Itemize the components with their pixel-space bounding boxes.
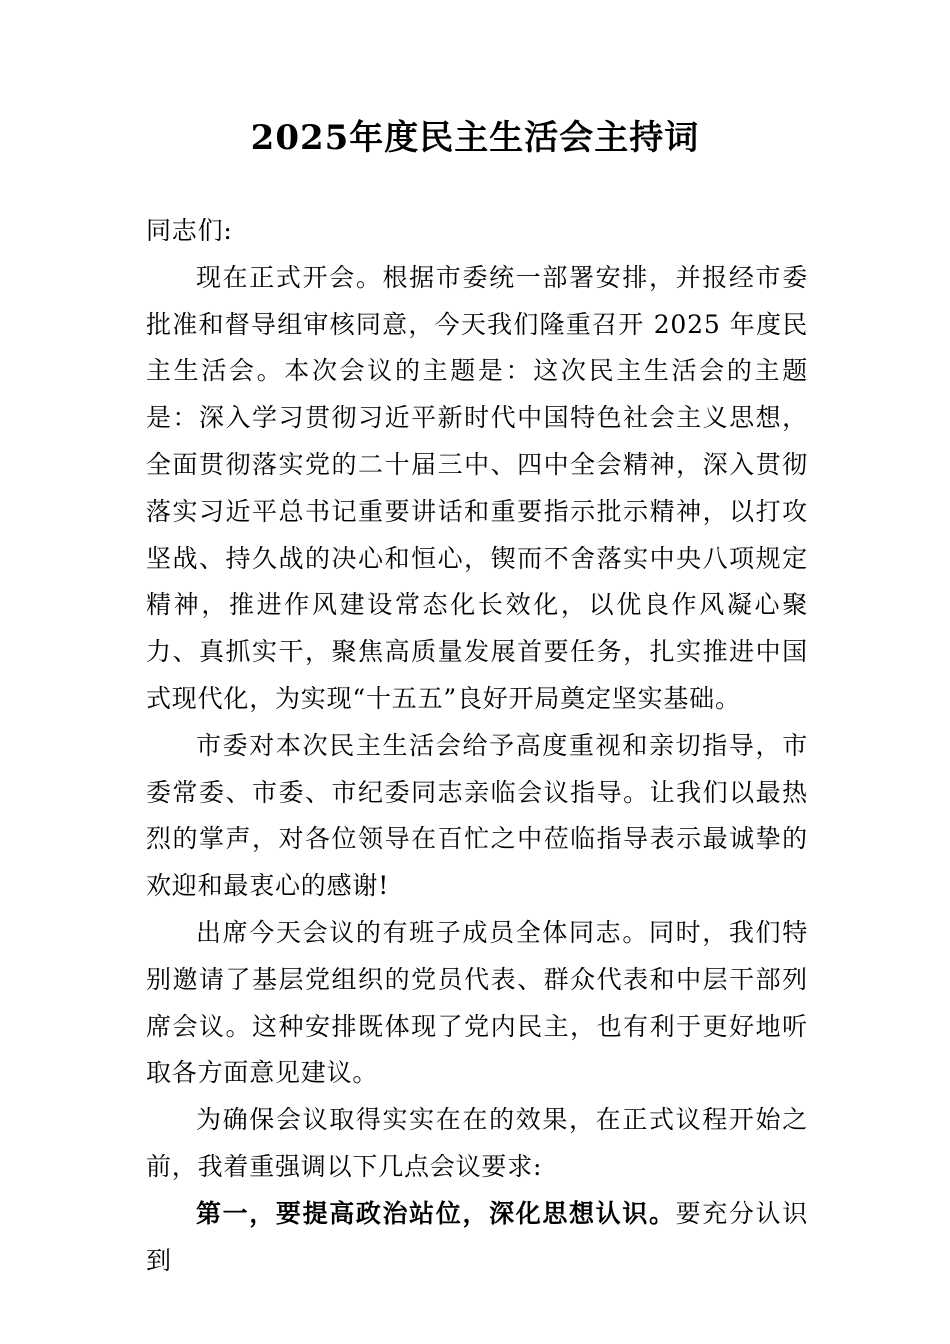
paragraph-requirements-intro: 为确保会议取得实实在在的效果，在正式议程开始之前，我着重强调以下几点会议要求: [146, 1105, 808, 1181]
document-title: 2025年度民主生活会主持词 [250, 118, 700, 158]
point-one-text: 要充分认识到 [146, 1198, 808, 1275]
point-one-lead: 第一，要提高政治站位，深化思想认识。 [196, 1198, 676, 1228]
salutation: 同志们: [146, 216, 233, 245]
paragraph-attendees: 出席今天会议的有班子成员全体同志。同时，我们特别邀请了基层党组织的党员代表、群众代表和中层干部列席会议。这种安排既体现了党内民主，也有利于更好地听取各方面意见建议。 [146, 917, 808, 1088]
paragraph-opening: 现在正式开会。根据市委统一部署安排，并报经市委批准和督导组审核同意，今天我们隆重召开 2025 年度民主生活会。本次会议的主题是：这次民主生活会的主题是：深入学习贯彻习近平新时代中国特色社会主义思想，全面贯彻落实党的二十届三中、四中全会精神，深入贯彻落实习近平总书记重要讲话和重要指示批示精神，以打攻坚战、持久战的决心和恒心，锲而不舍落实中央八项规定精神，推进作风建设常态化长效化，以优良作风凝心聚力、真抓实干，聚焦高质量发展首要任务，扎实推进中国式现代化，为实现“十五五”良好开局奠定坚实基础。 [146, 262, 808, 713]
document-body [146, 208, 808, 1284]
paragraph-welcome: 市委对本次民主生活会给予高度重视和亲切指导，市委常委、市委、市纪委同志亲临会议指导。让我们以最热烈的掌声，对各位领导在百忙之中莅临指导表示最诚挚的欢迎和最衷心的感谢! [146, 730, 808, 901]
paragraph-point-one [146, 1191, 808, 1285]
